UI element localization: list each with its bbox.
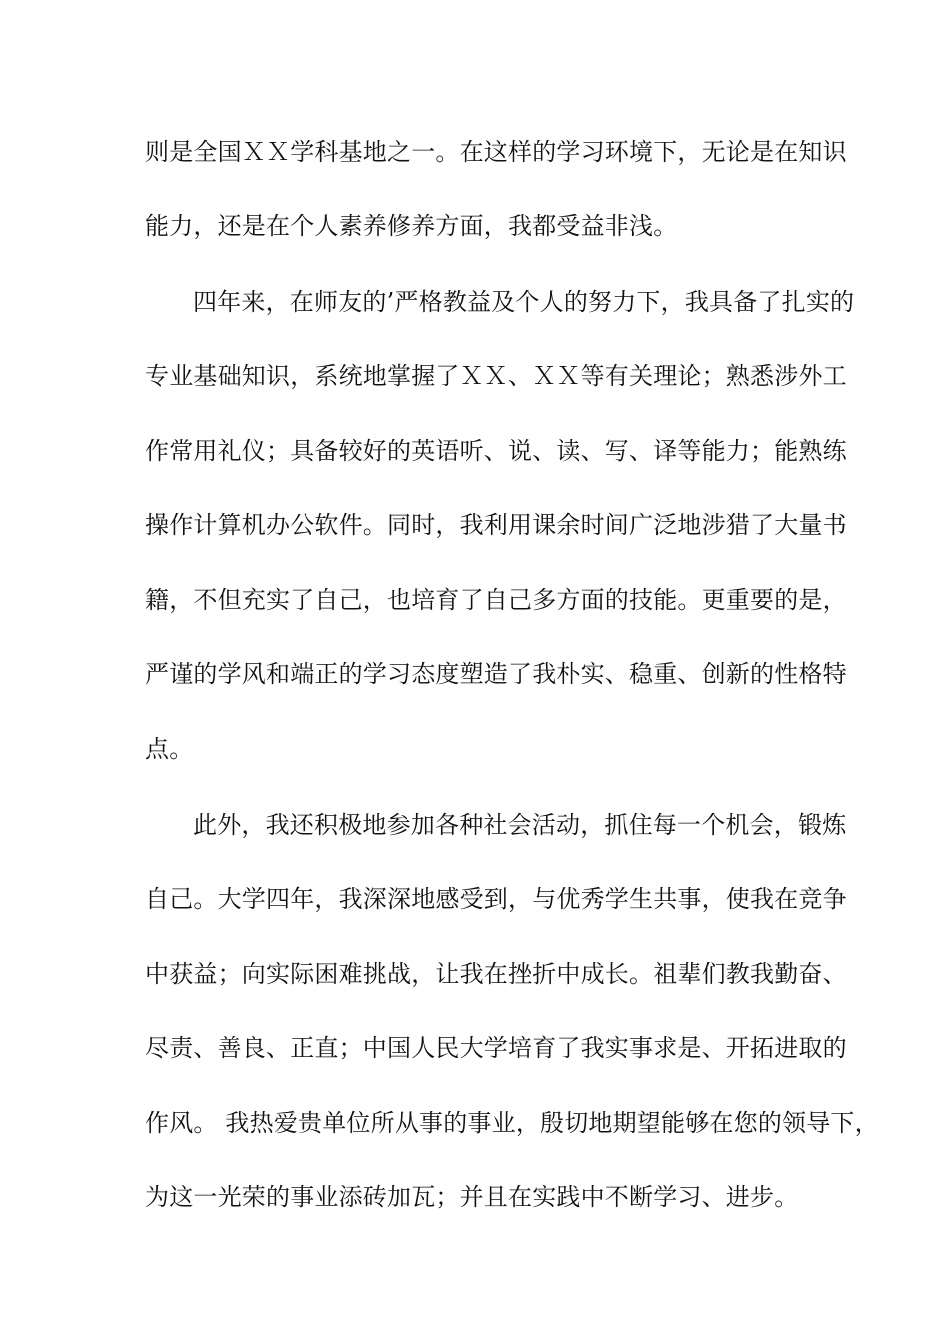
paragraph-2-line-3: 作常用礼仪；具备较好的英语听、说、读、写、译等能力；能熟练 — [145, 437, 847, 465]
paragraph-3-line-3: 中获益；向实际困难挑战，让我在挫折中成长。祖辈们教我勤奋、 — [145, 960, 847, 988]
paragraph-3-line-2: 自己。大学四年，我深深地感受到，与优秀学生共事，使我在竞争 — [145, 885, 847, 913]
paragraph-3-line-5: 作风。 我热爱贵单位所从事的事业，殷切地期望能够在您的领导下， — [145, 1109, 879, 1137]
paragraph-2-line-6: 严谨的学风和端正的学习态度塑造了我朴实、稳重、创新的性格特 — [145, 660, 847, 688]
paragraph-2-line-5: 籍，不但充实了自己，也培育了自己多方面的技能。更重要的是， — [145, 586, 847, 614]
paragraph-3-line-1: 此外，我还积极地参加各种社会活动，抓住每一个机会，锻炼 — [193, 811, 847, 839]
paragraph-3-line-6: 为这一光荣的事业添砖加瓦；并且在实践中不断学习、进步。 — [145, 1183, 799, 1211]
paragraph-2-line-2: 专业基础知识，系统地掌握了ＸＸ、ＸＸ等有关理论；熟悉涉外工 — [145, 362, 847, 390]
text-line-1: 则是全国ＸＸ学科基地之一。在这样的学习环境下，无论是在知识 — [145, 138, 847, 166]
paragraph-2-line-1: 四年来，在师友的’严格教益及个人的努力下，我具备了扎实的 — [193, 288, 855, 316]
text-line-2: 能力，还是在个人素养修养方面，我都受益非浅。 — [145, 212, 678, 240]
paragraph-3-line-4: 尽责、善良、正直；中国人民大学培育了我实事求是、开拓进取的 — [145, 1034, 847, 1062]
paragraph-2-line-7: 点。 — [145, 735, 194, 763]
paragraph-2-line-4: 操作计算机办公软件。同时，我利用课余时间广泛地涉猎了大量书 — [145, 511, 847, 539]
